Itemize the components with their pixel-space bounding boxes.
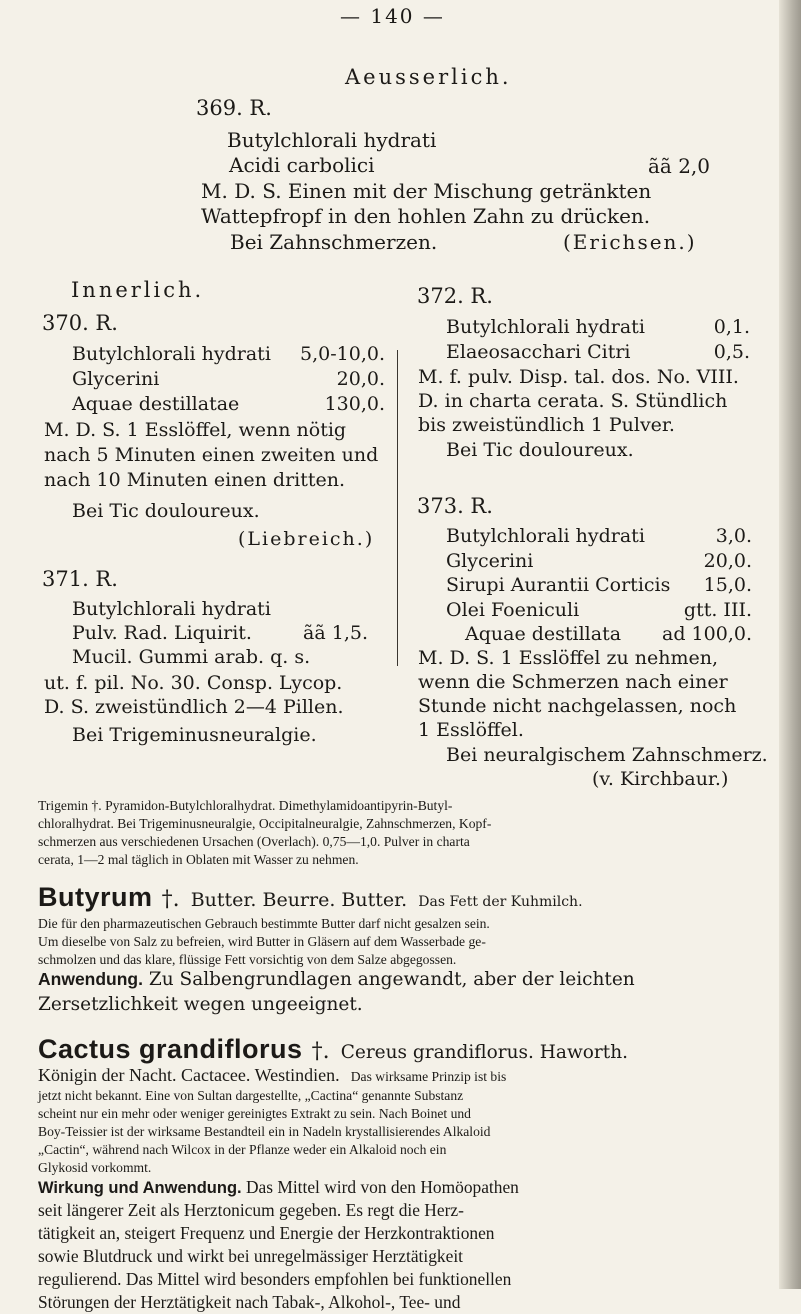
recipe-number-370: 370. R.	[42, 311, 118, 335]
ingredient: Glycerini	[72, 368, 160, 390]
instruction-line: M. f. pulv. Disp. tal. dos. No. VIII.	[418, 366, 739, 388]
ingredient-amount: gtt. III.	[683, 599, 752, 621]
ingredient: Aquae destillata	[465, 623, 622, 645]
cactus-heading	[38, 1034, 628, 1065]
entry-term: Cactus grandiflorus	[38, 1034, 303, 1064]
instruction-line: Stunde nicht nachgelassen, noch	[418, 695, 737, 717]
recipe-number-369: 369. R.	[196, 96, 272, 120]
cactus-origin: Königin der Nacht. Cactacee. Westindien.	[38, 1065, 340, 1085]
instruction-line: nach 10 Minuten einen dritten.	[44, 469, 346, 491]
instruction-line: Wattepfropf in den hohlen Zahn zu drücken.	[201, 204, 651, 228]
trigemin-line: cerata, 1—2 mal täglich in Oblaten mit Wasser zu nehmen.	[38, 852, 359, 867]
recipe-number-371: 371. R.	[42, 567, 118, 591]
wirkung-line: Störungen der Herztätigkeit nach Tabak-, Alkohol-, Tee- und	[38, 1292, 461, 1312]
column-divider	[397, 350, 398, 666]
butyrum-line: schmolzen und das klare, flüssige Fett vorsichtig von dem Salze abgegossen.	[38, 952, 457, 967]
anwendung-line	[38, 969, 635, 990]
ingredient: Butylchlorali hydrati	[227, 128, 437, 152]
trigemin-line: schmerzen aus verschiedenen Ursachen (Overlach). 0,75—1,0. Pulver in charta	[38, 834, 470, 849]
ingredient-amount: 0,5.	[713, 341, 750, 363]
ingredient-amount: ãã 2,0	[647, 154, 710, 178]
indication: Bei Tic douloureux.	[72, 500, 260, 522]
ingredient: Butylchlorali hydrati	[446, 316, 645, 338]
ingredient-amount: 0,1.	[713, 316, 750, 338]
ingredient: Butylchlorali hydrati	[72, 598, 271, 620]
entry-names: Butter. Beurre. Butter.	[190, 889, 408, 911]
author: (Liebreich.)	[238, 528, 375, 550]
ingredient-amount: ad 100,0.	[662, 623, 752, 645]
cactus-note: Das wirksame Prinzip ist bis	[350, 1069, 507, 1084]
cactus-small-line: Boy-Teissier ist der wirksame Bestandteil ein in Nadeln krystallisierendes Alkaloid	[38, 1124, 491, 1139]
ingredient-amount: 5,0-10,0.	[300, 343, 385, 365]
butyrum-line: Um dieselbe von Salz zu befreien, wird Butter in Gläsern auf dem Wasserbade ge-	[38, 934, 486, 949]
ingredient-amount: 15,0.	[703, 574, 752, 596]
cactus-small-line: Glykosid vorkommt.	[38, 1160, 152, 1175]
ingredient: Olei Foeniculi	[446, 599, 580, 621]
instruction-line: D. in charta cerata. S. Stündlich	[418, 390, 728, 412]
ingredient-amount: 130,0.	[324, 393, 385, 415]
instruction-line: 1 Esslöffel.	[418, 719, 524, 741]
indication: Bei Zahnschmerzen.	[230, 230, 438, 254]
ingredient: Butylchlorali hydrati	[72, 343, 271, 365]
wirkung-line: regulierend. Das Mittel wird besonders empfohlen bei funktionellen	[38, 1269, 512, 1289]
ingredient: Pulv. Rad. Liquirit.	[72, 622, 252, 644]
instruction-line: M. D. S. 1 Esslöffel zu nehmen,	[418, 647, 719, 669]
ingredient-amount: 3,0.	[715, 525, 752, 547]
ingredient: Sirupi Aurantii Corticis	[446, 574, 671, 596]
page-edge-shadow	[779, 0, 801, 1289]
heading-innerlich: Innerlich.	[71, 278, 205, 302]
wirkung-line	[38, 1176, 519, 1200]
indication: Bei neuralgischem Zahnschmerz.	[446, 744, 768, 766]
recipe-number-372: 372. R.	[417, 284, 493, 308]
cactus-small-line: scheint nur ein mehr oder weniger gereinigtes Extrakt zu sein. Nach Boinet und	[38, 1106, 471, 1121]
instruction-line: D. S. zweistündlich 2—4 Pillen.	[44, 696, 344, 718]
instruction-line: M. D. S. Einen mit der Mischung getränkten	[201, 179, 652, 203]
ingredient-amount: ãã 1,5.	[303, 622, 368, 644]
anwendung-label: Anwendung.	[38, 969, 143, 989]
dagger-mark: †.	[311, 1039, 330, 1064]
entry-term: Butyrum	[38, 882, 153, 912]
ingredient-amount: 20,0.	[703, 550, 752, 572]
trigemin-line: chloralhydrat. Bei Trigeminusneuralgie, Occipitalneuralgie, Zahnschmerzen, Kopf-	[38, 816, 492, 831]
indication: Bei Trigeminusneuralgie.	[72, 724, 317, 746]
author: (v. Kirchbaur.)	[592, 768, 729, 790]
anwendung-line-2: Zersetzlichkeit wegen ungeeignet.	[38, 994, 363, 1015]
anwendung-text: Zu Salbengrundlagen angewandt, aber der leichten	[148, 969, 635, 990]
instruction-line: wenn die Schmerzen nach einer	[418, 671, 728, 693]
author: (Erichsen.)	[563, 230, 697, 254]
butyrum-line: Die für den pharmazeutischen Gebrauch bestimmte Butter darf nicht gesalzen sein.	[38, 916, 490, 931]
instruction-line: M. D. S. 1 Esslöffel, wenn nötig	[44, 419, 347, 441]
entry-synonym: Cereus grandiflorus. Haworth.	[340, 1042, 629, 1063]
ingredient: Aquae destillatae	[72, 393, 240, 415]
ingredient: Butylchlorali hydrati	[446, 525, 645, 547]
ingredient: Elaeosacchari Citri	[446, 341, 631, 363]
page-number: — 140 —	[340, 4, 445, 28]
recipe-number-373: 373. R.	[417, 494, 493, 518]
instruction-line: bis zweistündlich 1 Pulver.	[418, 414, 675, 436]
wirkung-text: Das Mittel wird von den Homöopathen	[245, 1177, 519, 1197]
ingredient-amount: 20,0.	[336, 368, 385, 390]
instruction-line: nach 5 Minuten einen zweiten und	[44, 444, 379, 466]
wirkung-label: Wirkung und Anwendung.	[38, 1179, 242, 1197]
wirkung-line: seit längerer Zeit als Herztonicum gegeben. Es regt die Herz-	[38, 1200, 464, 1220]
entry-note: Das Fett der Kuhmilch.	[418, 894, 583, 910]
ingredient: Mucil. Gummi arab. q. s.	[72, 646, 311, 668]
instruction-line: ut. f. pil. No. 30. Consp. Lycop.	[44, 672, 343, 694]
heading-aeusserlich: Aeusserlich.	[345, 65, 512, 89]
ingredient: Acidi carbolici	[229, 153, 375, 177]
cactus-small-line: jetzt nicht bekannt. Eine von Sultan dargestellte, „Cactina“ genannte Substanz	[38, 1088, 464, 1103]
wirkung-line: tätigkeit an, steigert Frequenz und Energie der Herzkontraktionen	[38, 1223, 495, 1243]
cactus-small-line: „Cactin“, während nach Wilcox in der Pflanze weder ein Alkaloid noch ein	[38, 1142, 447, 1157]
indication: Bei Tic douloureux.	[446, 439, 634, 461]
ingredient: Glycerini	[446, 550, 534, 572]
dagger-mark: †.	[161, 887, 180, 912]
trigemin-line: Trigemin †. Pyramidon-Butylchloralhydrat. Dimethylamidoantipyrin-Butyl-	[38, 798, 453, 813]
wirkung-line: sowie Blutdruck und wirkt bei unregelmässiger Herztätigkeit	[38, 1246, 463, 1266]
butyrum-heading	[38, 882, 583, 913]
cactus-first-line	[38, 1065, 506, 1086]
